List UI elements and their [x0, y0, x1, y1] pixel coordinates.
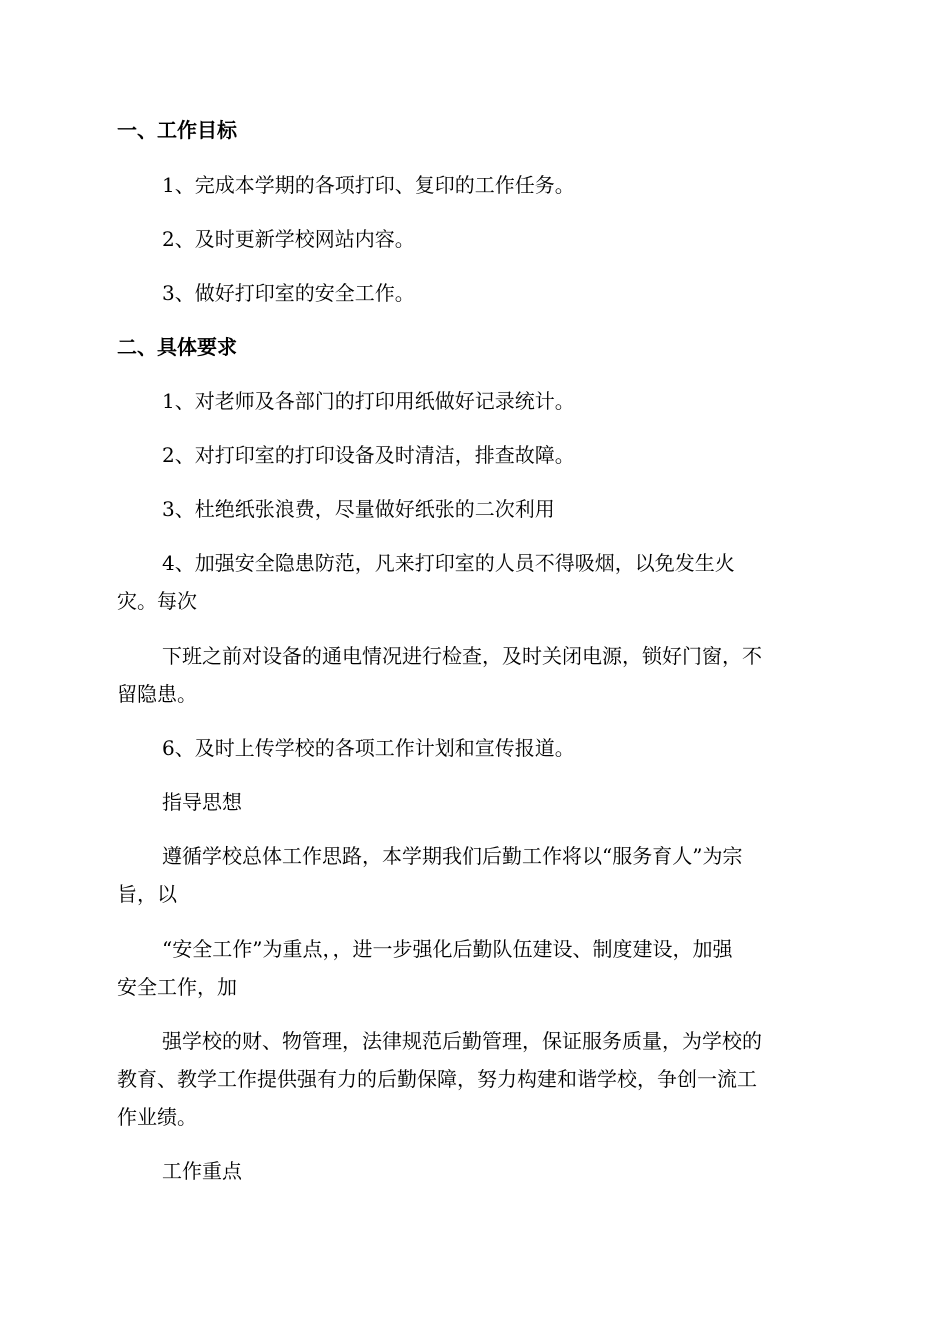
section-heading-goals: 一、工作目标 — [117, 118, 237, 142]
guiding-paragraph-1-line-1: 遵循学校总体工作思路，本学期我们后勤工作将以“服务育人”为宗 — [162, 844, 743, 868]
requirement-item-5-line-2: 留隐患。 — [117, 682, 197, 706]
goal-item-1: 1、完成本学期的各项打印、复印的工作任务。 — [162, 173, 575, 197]
requirement-item-3: 3、杜绝纸张浪费，尽量做好纸张的二次利用 — [162, 497, 555, 521]
guiding-paragraph-2-line-1: “安全工作”为重点，，进一步强化后勤队伍建设、制度建设，加强 — [162, 937, 733, 961]
work-focus-title: 工作重点 — [162, 1159, 242, 1183]
guiding-paragraph-3-line-3: 作业绩。 — [117, 1105, 197, 1129]
goal-item-2: 2、及时更新学校网站内容。 — [162, 227, 415, 251]
requirement-item-4-line-2: 灾。每次 — [117, 589, 197, 613]
guiding-thought-title: 指导思想 — [162, 790, 242, 814]
requirement-item-4-line-1: 4、加强安全隐患防范，凡来打印室的人员不得吸烟，以免发生火 — [162, 551, 735, 575]
guiding-paragraph-1-line-2: 旨，以 — [117, 882, 177, 906]
goal-item-3: 3、做好打印室的安全工作。 — [162, 281, 415, 305]
guiding-paragraph-2-line-2: 安全工作，加 — [117, 975, 237, 999]
guiding-paragraph-3-line-1: 强学校的财、物管理，法律规范后勤管理，保证服务质量，为学校的 — [162, 1029, 762, 1053]
guiding-paragraph-3-line-2: 教育、教学工作提供强有力的后勤保障，努力构建和谐学校，争创一流工 — [117, 1067, 757, 1091]
requirement-item-6: 6、及时上传学校的各项工作计划和宣传报道。 — [162, 736, 575, 760]
requirement-item-2: 2、对打印室的打印设备及时清洁，排查故障。 — [162, 443, 575, 467]
section-heading-requirements: 二、具体要求 — [117, 335, 237, 359]
requirement-item-5-line-1: 下班之前对设备的通电情况进行检查，及时关闭电源，锁好门窗，不 — [162, 644, 762, 668]
requirement-item-1: 1、对老师及各部门的打印用纸做好记录统计。 — [162, 389, 575, 413]
